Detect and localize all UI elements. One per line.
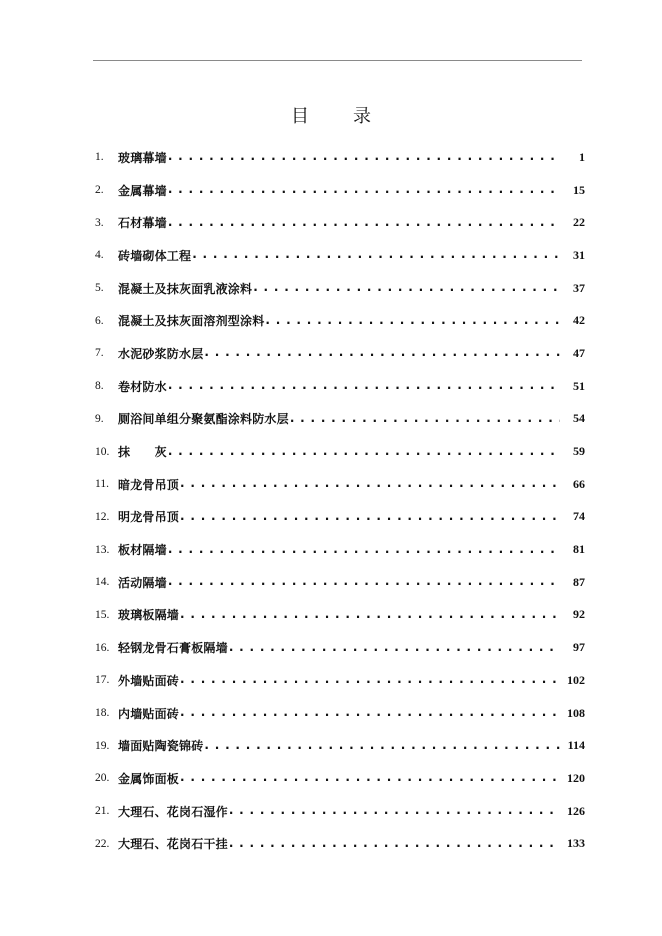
toc-number: 16. [95, 641, 110, 654]
toc-title: 混凝土及抹灰面乳液涂料 [118, 281, 253, 296]
toc-number: 22. [95, 837, 110, 850]
toc-leader [180, 673, 560, 687]
toc-entry-1[interactable] [95, 141, 585, 174]
toc-number: 6. [95, 314, 104, 327]
toc-title: 金属幕墙 [118, 183, 167, 198]
toc-title: 玻璃幕墙 [118, 150, 167, 165]
toc-number: 14. [95, 576, 110, 589]
toc-title: 明龙骨吊顶 [118, 510, 180, 525]
toc-leader [180, 706, 560, 720]
toc-leader [229, 804, 560, 818]
toc-page: 97 [573, 640, 585, 655]
toc-number: 9. [95, 412, 104, 425]
toc-number: 8. [95, 380, 104, 393]
toc-number: 19. [95, 739, 110, 752]
toc-title: 厕浴间单组分聚氨酯涂料防水层 [118, 412, 289, 427]
toc-page: 59 [573, 444, 585, 459]
toc-entry-2[interactable] [95, 174, 585, 207]
toc-title: 内墙贴面砖 [118, 706, 180, 721]
toc-title: 石材幕墙 [118, 216, 167, 231]
toc-leader [168, 543, 560, 557]
toc-entry-21[interactable] [95, 795, 585, 828]
toc-title: 抹 灰 [118, 445, 167, 460]
toc-page: 108 [567, 705, 585, 720]
toc-page: 22 [573, 215, 585, 230]
toc-title: 混凝土及抹灰面溶剂型涂料 [118, 314, 265, 329]
toc-leader [204, 346, 560, 360]
toc-page: 114 [567, 738, 585, 753]
toc-number: 13. [95, 543, 110, 556]
toc-page: 42 [573, 313, 585, 328]
toc-page: 51 [573, 378, 585, 393]
toc-leader [180, 608, 560, 622]
toc-page: 74 [573, 509, 585, 524]
toc-page: 102 [567, 672, 585, 687]
toc-page: 120 [567, 770, 585, 785]
toc-title: 卷材防水 [118, 379, 167, 394]
toc-entry-5[interactable] [95, 272, 585, 305]
toc-title: 墙面贴陶瓷锦砖 [118, 739, 204, 754]
toc-page: 1 [579, 149, 585, 164]
toc-entry-12[interactable] [95, 501, 585, 534]
toc-title: 轻钢龙骨石膏板隔墙 [118, 641, 228, 656]
toc-leader [265, 314, 560, 328]
toc-title: 大理石、花岗石湿作 [118, 804, 228, 819]
toc-page: 87 [573, 574, 585, 589]
toc-leader [168, 216, 560, 230]
toc-leader [168, 445, 560, 459]
toc-entry-16[interactable] [95, 631, 585, 664]
toc-leader [168, 183, 560, 197]
toc-title: 暗龙骨吊顶 [118, 477, 180, 492]
toc-title: 砖墙砌体工程 [118, 248, 192, 263]
toc-entry-6[interactable] [95, 304, 585, 337]
toc-leader [168, 150, 560, 164]
toc-title: 金属饰面板 [118, 771, 180, 786]
toc-leader [290, 412, 560, 426]
toc-entry-17[interactable] [95, 664, 585, 697]
toc-number: 11. [95, 478, 109, 491]
toc-entry-8[interactable] [95, 370, 585, 403]
toc-title: 板材隔墙 [118, 543, 167, 558]
toc-leader [229, 641, 560, 655]
toc-number: 10. [95, 445, 110, 458]
toc-number: 1. [95, 151, 104, 164]
toc-title: 水泥砂浆防水层 [118, 346, 204, 361]
toc-page: 15 [573, 182, 585, 197]
toc-entry-4[interactable] [95, 239, 585, 272]
toc-title: 玻璃板隔墙 [118, 608, 180, 623]
toc-entry-20[interactable] [95, 762, 585, 795]
toc-page: 133 [567, 836, 585, 851]
toc-leader [180, 510, 560, 524]
toc-entry-11[interactable] [95, 468, 585, 501]
toc-number: 7. [95, 347, 104, 360]
toc-title: 大理石、花岗石干挂 [118, 837, 228, 852]
page-title-left: 目 [291, 106, 309, 127]
toc-entry-14[interactable] [95, 566, 585, 599]
header-rule [93, 60, 582, 61]
toc-number: 4. [95, 249, 104, 262]
toc-entry-18[interactable] [95, 697, 585, 730]
toc-page: 47 [573, 345, 585, 360]
toc-leader [192, 248, 560, 262]
toc-leader [180, 477, 560, 491]
toc-list [95, 141, 585, 860]
toc-page: 126 [567, 803, 585, 818]
toc-entry-3[interactable] [95, 206, 585, 239]
toc-number: 15. [95, 608, 110, 621]
toc-entry-7[interactable] [95, 337, 585, 370]
toc-number: 5. [95, 282, 104, 295]
toc-number: 12. [95, 510, 110, 523]
toc-title: 外墙贴面砖 [118, 673, 180, 688]
toc-entry-15[interactable] [95, 599, 585, 632]
toc-entry-9[interactable] [95, 403, 585, 436]
toc-leader [168, 379, 560, 393]
toc-number: 2. [95, 184, 104, 197]
toc-number: 18. [95, 707, 110, 720]
page-title-right: 录 [353, 106, 371, 127]
toc-entry-13[interactable] [95, 533, 585, 566]
toc-leader [168, 575, 560, 589]
toc-page: 54 [573, 411, 585, 426]
toc-page: 92 [573, 607, 585, 622]
toc-number: 17. [95, 674, 110, 687]
toc-entry-19[interactable] [95, 729, 585, 762]
toc-page: 31 [573, 247, 585, 262]
toc-page: 66 [573, 476, 585, 491]
toc-number: 3. [95, 216, 104, 229]
toc-number: 20. [95, 772, 110, 785]
toc-page: 81 [573, 542, 585, 557]
toc-entry-10[interactable] [95, 435, 585, 468]
toc-entry-22[interactable] [95, 827, 585, 860]
toc-number: 21. [95, 805, 110, 818]
page-title [0, 102, 662, 128]
toc-title: 活动隔墙 [118, 575, 167, 590]
toc-leader [180, 771, 560, 785]
toc-leader [229, 837, 560, 851]
toc-leader [253, 281, 560, 295]
toc-leader [204, 739, 560, 753]
toc-page: 37 [573, 280, 585, 295]
